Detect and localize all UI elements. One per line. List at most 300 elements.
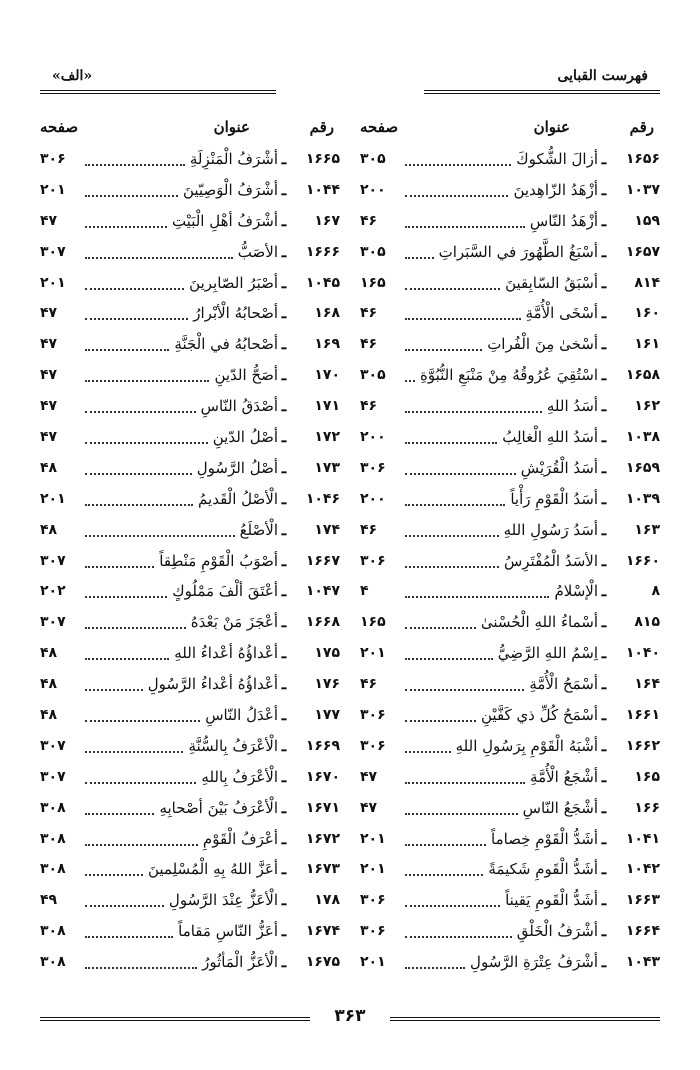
- entry-dash: ـ: [281, 489, 287, 508]
- entry-dash: ـ: [601, 397, 607, 416]
- entry-number: ۱۷۶: [314, 676, 340, 693]
- entry-dash: ـ: [281, 706, 287, 725]
- leader-dots: [85, 626, 186, 629]
- entry-number: ۱۰۴۵: [305, 274, 340, 291]
- entry-title: الْأعْرَفُ بِاللهِ: [201, 767, 278, 786]
- leader-dots: [85, 472, 192, 475]
- entry-number: ۱۶۵: [634, 768, 660, 785]
- index-entry: [40, 144, 340, 175]
- index-entry: [40, 360, 340, 391]
- entry-dash: ـ: [601, 767, 607, 786]
- entry-number: ۱۷۰: [314, 367, 340, 384]
- entry-number: ۱۶۶۲: [625, 737, 660, 754]
- leader-dots: [405, 935, 512, 938]
- index-entry: [360, 484, 660, 515]
- entry-dash: ـ: [281, 428, 287, 447]
- entry-page: ۲۰۱: [360, 954, 386, 971]
- entry-title: أشْرَفُ عِتْرَةِ الرَّسُولِ: [470, 953, 598, 972]
- entry-dash: ـ: [281, 891, 287, 910]
- leader-dots: [85, 410, 196, 413]
- leader-dots: [85, 935, 173, 938]
- index-entry: [40, 607, 340, 638]
- index-entry: [40, 422, 340, 453]
- entry-title: أعْداؤُهُ أعْداءُ الرَّسُولِ: [147, 675, 278, 694]
- page-number: ۳۶۳: [334, 1006, 366, 1026]
- entry-title: أصْبَرُ الصّابِرينَ: [189, 273, 278, 292]
- entry-title: أزالَ الشُّكوكَ: [516, 150, 598, 168]
- column-header-page: صفحه: [40, 118, 79, 136]
- entry-dash: ـ: [601, 242, 607, 261]
- entry-dash: ـ: [281, 798, 287, 817]
- leader-dots: [405, 534, 499, 537]
- entry-page: ۴۹: [40, 892, 58, 909]
- leader-dots: [405, 626, 476, 629]
- entry-page: ۴۷: [40, 336, 58, 353]
- index-entry: [360, 175, 660, 206]
- leader-dots: [405, 194, 508, 197]
- index-entry: [360, 669, 660, 700]
- entry-page: ۴۷: [360, 768, 378, 785]
- leader-dots: [405, 565, 499, 568]
- entry-title: أسْخىٰ مِنَ الْفُراتِ: [487, 335, 598, 354]
- entry-dash: ـ: [281, 458, 287, 477]
- index-entry: [40, 206, 340, 237]
- entry-dash: ـ: [601, 304, 607, 323]
- entry-page: ۲۰۰: [360, 490, 386, 507]
- entry-number: ۱۷۳: [314, 459, 340, 476]
- entry-number: ۱۷۸: [314, 892, 340, 909]
- leader-dots: [85, 348, 169, 351]
- entry-title: أشَدُّ الْقَوْمِ خِصاماً: [491, 829, 598, 848]
- entry-number: ۱۰۴۷: [305, 583, 340, 600]
- entry-number: ۱۰۴۴: [305, 181, 340, 198]
- entry-number: ۱۶۵۹: [625, 459, 660, 476]
- leader-dots: [85, 503, 193, 506]
- entry-dash: ـ: [601, 736, 607, 755]
- index-entry: [40, 731, 340, 762]
- index-entry: [40, 484, 340, 515]
- entry-title: أصْوَبُ الْقَوْمِ مَنْطِقاً: [159, 551, 278, 570]
- leader-dots: [85, 812, 154, 815]
- column-header-number: رقم: [629, 118, 654, 136]
- entry-page: ۳۰۷: [40, 552, 66, 569]
- entry-number: ۱۰۴۶: [305, 490, 340, 507]
- leader-dots: [85, 256, 233, 259]
- entry-title: أسْبَقُ السّابِقينَ: [505, 273, 598, 292]
- index-entry: [40, 268, 340, 299]
- entry-number: ۱۷۱: [314, 398, 340, 415]
- entry-dash: ـ: [601, 798, 607, 817]
- leader-dots: [405, 750, 451, 753]
- entry-dash: ـ: [601, 458, 607, 477]
- index-entry: [40, 854, 340, 885]
- entry-title: الْأصْلُ الْقَديمُ: [198, 489, 278, 508]
- entry-page: ۱۶۵: [360, 614, 386, 631]
- index-entry: [40, 329, 340, 360]
- entry-page: ۲۰۱: [360, 861, 386, 878]
- leader-dots: [405, 410, 542, 413]
- entry-title: أشْبَهُ الْقَوْمِ بِرَسُولِ اللهِ: [455, 736, 598, 755]
- entry-dash: ـ: [601, 675, 607, 694]
- leader-dots: [85, 379, 209, 382]
- index-entry: [360, 515, 660, 546]
- entry-number: ۱۶۵۷: [625, 243, 660, 260]
- entry-page: ۴۸: [40, 707, 58, 724]
- entry-title: أصْلُ الدّينِ: [212, 428, 278, 447]
- index-entry: [360, 360, 660, 391]
- index-entry: [360, 206, 660, 237]
- entry-title: الْأعْرَفُ بِالسُّنَّةِ: [188, 736, 278, 755]
- entry-page: ۴۷: [40, 367, 58, 384]
- index-entry: [40, 453, 340, 484]
- entry-dash: ـ: [601, 613, 607, 632]
- entry-number: ۱۷۲: [314, 429, 340, 446]
- header-rule-left: [40, 90, 276, 94]
- entry-page: ۴۷: [360, 799, 378, 816]
- entry-number: ۱۶۶: [634, 799, 660, 816]
- leader-dots: [405, 379, 415, 382]
- entry-number: ۱۶۷۵: [305, 954, 340, 971]
- entry-title: أعْتَقَ ألْفَ مَمْلُوكٍ: [172, 582, 278, 601]
- leader-dots: [85, 163, 185, 166]
- entry-number: ۱۶۰: [634, 305, 660, 322]
- entry-title: أصَحُّ الدّينِ: [214, 366, 278, 385]
- entry-number: ۱۰۴۰: [625, 645, 660, 662]
- entry-number: ۱۶۷۳: [305, 861, 340, 878]
- entry-dash: ـ: [601, 829, 607, 848]
- entry-page: ۲۰۱: [360, 830, 386, 847]
- entry-number: ۱۰۳۹: [625, 490, 660, 507]
- entry-number: ۱۶۴: [634, 676, 660, 693]
- entry-number: ۱۶۵۸: [625, 367, 660, 384]
- leader-dots: [405, 781, 525, 784]
- index-entry: [360, 298, 660, 329]
- entry-title: أشْرَفُ الْخَلْقِ: [516, 922, 598, 941]
- leader-dots: [85, 225, 167, 228]
- entry-dash: ـ: [281, 767, 287, 786]
- entry-page: ۴۶: [360, 521, 378, 538]
- entry-title: أعَزُّ النّاسِ مَقاماً: [178, 922, 278, 941]
- entry-title: الْإسْلامُ: [554, 582, 598, 601]
- leader-dots: [405, 812, 518, 815]
- entry-number: ۱۶۷۴: [305, 923, 340, 940]
- index-entry: [40, 546, 340, 577]
- entry-page: ۳۰۸: [40, 923, 66, 940]
- leader-dots: [85, 781, 196, 784]
- footer-rule-right: [390, 1017, 660, 1021]
- entry-number: ۱۶۶۹: [305, 737, 340, 754]
- entry-page: ۳۰۸: [40, 954, 66, 971]
- index-entry: [40, 700, 340, 731]
- entry-number: ۸۱۵: [634, 614, 660, 631]
- index-entry: [360, 885, 660, 916]
- entry-page: ۳۰۶: [360, 459, 386, 476]
- entry-title: أزْهَدُ النّاسِ: [529, 211, 598, 230]
- entry-number: ۱۰۴۲: [625, 861, 660, 878]
- entry-dash: ـ: [601, 428, 607, 447]
- index-entry: [360, 607, 660, 638]
- entry-title: أسْمَحُ كُلِّ ذي كَفَّيْنِ: [481, 706, 598, 725]
- leader-dots: [405, 256, 434, 259]
- entry-page: ۲۰۲: [40, 583, 66, 600]
- entry-page: ۳۰۶: [360, 892, 386, 909]
- entry-title: أسَدُ رَسُولِ اللهِ: [503, 520, 598, 539]
- entry-number: ۱۷۷: [314, 707, 340, 724]
- entry-dash: ـ: [601, 489, 607, 508]
- entry-dash: ـ: [601, 180, 607, 199]
- entry-page: ۳۰۶: [360, 707, 386, 724]
- entry-title: الْأعَزُّ عِنْدَ الرَّسُولِ: [168, 891, 278, 910]
- index-list-left: [40, 144, 340, 978]
- leader-dots: [85, 719, 200, 722]
- entry-number: ۸۱۴: [634, 274, 660, 291]
- entry-title: أسْخَى الْأُمَّةِ: [525, 304, 598, 323]
- index-entry: [360, 731, 660, 762]
- entry-title: أسْماءُ اللهِ الْحُسْنىٰ: [480, 613, 598, 632]
- entry-dash: ـ: [281, 397, 287, 416]
- entry-dash: ـ: [601, 335, 607, 354]
- entry-dash: ـ: [601, 520, 607, 539]
- entry-number: ۱۶۶۳: [625, 892, 660, 909]
- index-entry: [360, 329, 660, 360]
- entry-page: ۳۰۸: [40, 830, 66, 847]
- running-header-title: فهرست القبايی: [557, 68, 648, 84]
- leader-dots: [405, 904, 500, 907]
- entry-dash: ـ: [281, 180, 287, 199]
- entry-title: اِسْمُ اللهِ الرَّضِيُّ: [497, 644, 598, 663]
- entry-number: ۱۷۴: [314, 521, 340, 538]
- entry-dash: ـ: [601, 582, 607, 601]
- entry-title: أصْحابُهُ الْأبْرارُ: [193, 304, 278, 323]
- entry-dash: ـ: [601, 273, 607, 292]
- entry-page: ۴۶: [360, 336, 378, 353]
- column-header-title: عنوان: [213, 118, 250, 136]
- index-column-right: [360, 118, 660, 978]
- entry-page: ۳۰۵: [360, 151, 386, 167]
- index-entry: [360, 762, 660, 793]
- entry-number: ۱۶۷۱: [305, 799, 340, 816]
- leader-dots: [405, 503, 505, 506]
- entry-title: أزْهَدُ الزّاهِدينَ: [513, 180, 598, 199]
- entry-title: الأسَدُ الْمُفْتَرِسُ: [503, 551, 598, 570]
- leader-dots: [85, 595, 167, 598]
- entry-title: أعْدَلُ النّاسِ: [205, 706, 278, 725]
- entry-page: ۳۰۶: [360, 923, 386, 940]
- entry-title: أسَدُ اللهِ الْغالِبُ: [502, 428, 598, 447]
- entry-title: أعْجَزَ مَنْ بَعْدَهُ: [190, 613, 278, 632]
- entry-page: ۳۰۶: [360, 552, 386, 569]
- entry-dash: ـ: [281, 273, 287, 292]
- entry-number: ۱۶۵۶: [625, 151, 660, 167]
- index-entry: [40, 175, 340, 206]
- entry-title: الْأعَزُّ الْمَأثُورُ: [202, 953, 278, 972]
- index-entry: [360, 237, 660, 268]
- entry-page: ۱۶۵: [360, 274, 386, 291]
- leader-dots: [405, 719, 476, 722]
- entry-title: أشَدُّ الْقَومِ يَقيناً: [505, 891, 598, 910]
- entry-dash: ـ: [601, 150, 607, 168]
- leader-dots: [85, 565, 154, 568]
- entry-dash: ـ: [601, 706, 607, 725]
- leader-dots: [405, 595, 549, 598]
- entry-title: أصْحابُهُ في الْجَنَّةِ: [174, 335, 278, 354]
- entry-dash: ـ: [601, 953, 607, 972]
- leader-dots: [405, 441, 497, 444]
- entry-title: أشْرَفُ أهْلِ الْبَيْتِ: [171, 211, 278, 230]
- index-entry: [360, 824, 660, 855]
- entry-number: ۱۶۹: [314, 336, 340, 353]
- entry-page: ۴۷: [40, 305, 58, 322]
- leader-dots: [405, 225, 525, 228]
- leader-dots: [405, 287, 500, 290]
- entry-title: أعْداؤُهُ أعْداءُ اللهِ: [174, 644, 278, 663]
- entry-title: أسَدُ الْقُرَيْشِ: [520, 458, 598, 477]
- entry-page: ۳۰۸: [40, 799, 66, 816]
- entry-number: ۱۶۷: [314, 212, 340, 229]
- index-entry: [40, 669, 340, 700]
- leader-dots: [405, 966, 465, 969]
- entry-dash: ـ: [601, 891, 607, 910]
- entry-dash: ـ: [281, 242, 287, 261]
- leader-dots: [405, 472, 516, 475]
- leader-dots: [85, 317, 188, 320]
- entry-number: ۱۰۳۸: [625, 429, 660, 446]
- entry-number: ۱۰۳۷: [625, 181, 660, 198]
- entry-dash: ـ: [281, 551, 287, 570]
- leader-dots: [85, 657, 169, 660]
- leader-dots: [405, 688, 524, 691]
- index-entry: [40, 824, 340, 855]
- entry-page: ۳۰۶: [40, 151, 66, 167]
- entry-title: أسَدُ اللهِ: [546, 397, 598, 416]
- entry-page: ۴: [360, 583, 369, 600]
- entry-dash: ـ: [281, 582, 287, 601]
- entry-number: ۱۶۱: [634, 336, 660, 353]
- entry-number: ۱۵۹: [634, 212, 660, 229]
- entry-dash: ـ: [281, 675, 287, 694]
- entry-title: أشْجَعُ الْأُمَّةِ: [530, 767, 598, 786]
- leader-dots: [405, 873, 483, 876]
- entry-number: ۱۶۳: [634, 521, 660, 538]
- entry-dash: ـ: [281, 922, 287, 941]
- entry-title: أسْبَغُ الطَّهُورَ في السَّبَراتِ: [438, 242, 598, 261]
- entry-number: ۸: [651, 583, 660, 600]
- index-entry: [360, 916, 660, 947]
- entry-number: ۱۶۶۷: [305, 552, 340, 569]
- leader-dots: [85, 873, 143, 876]
- entry-page: ۳۰۷: [40, 243, 66, 260]
- entry-dash: ـ: [281, 736, 287, 755]
- entry-number: ۱۶۶۶: [305, 243, 340, 260]
- entry-dash: ـ: [601, 211, 607, 230]
- entry-page: ۴۸: [40, 676, 58, 693]
- index-list-right: [360, 144, 660, 978]
- entry-title: أشْرَفُ الْمَنْزِلَةِ: [189, 150, 278, 168]
- entry-number: ۱۶۶۵: [305, 151, 340, 167]
- index-entry: [360, 546, 660, 577]
- entry-number: ۱۶۶۱: [625, 707, 660, 724]
- entry-page: ۳۰۵: [360, 367, 386, 384]
- entry-title: الْأعْرَفُ بَيْنَ أصْحابِهِ: [159, 798, 278, 817]
- entry-title: الْأصْلَعُ: [239, 520, 278, 539]
- entry-dash: ـ: [601, 644, 607, 663]
- leader-dots: [85, 534, 235, 537]
- index-entry: [40, 762, 340, 793]
- entry-number: ۱۶۶۴: [625, 923, 660, 940]
- entry-dash: ـ: [281, 150, 287, 168]
- entry-page: ۴۸: [40, 521, 58, 538]
- entry-number: ۱۶۲: [634, 398, 660, 415]
- entry-page: ۴۷: [40, 398, 58, 415]
- index-entry: [40, 885, 340, 916]
- footer-rule-left: [40, 1017, 310, 1021]
- entry-page: ۳۰۷: [40, 614, 66, 631]
- index-entry: [360, 700, 660, 731]
- index-entry: [40, 947, 340, 978]
- leader-dots: [85, 966, 197, 969]
- entry-page: ۴۷: [40, 429, 58, 446]
- index-entry: [360, 422, 660, 453]
- running-header-section: «الف»: [52, 68, 93, 84]
- entry-dash: ـ: [281, 335, 287, 354]
- entry-page: ۳۰۷: [40, 768, 66, 785]
- leader-dots: [405, 163, 511, 166]
- entry-title: أشْجَعُ النّاسِ: [522, 798, 598, 817]
- entry-page: ۴۸: [40, 459, 58, 476]
- entry-page: ۲۰۱: [40, 274, 66, 291]
- index-entry: [40, 237, 340, 268]
- entry-title: اسْتُقِيَ عُرُوقُهُ مِنْ مَنْبَعِ النُّبُوَّةِ: [419, 366, 598, 385]
- entry-page: ۲۰۱: [40, 490, 66, 507]
- entry-page: ۲۰۱: [360, 645, 386, 662]
- header-rule-right: [424, 90, 660, 94]
- entry-page: ۴۶: [360, 212, 378, 229]
- entry-title: أصْدَقُ النّاسِ: [200, 397, 278, 416]
- entry-number: ۱۶۶۰: [625, 552, 660, 569]
- entry-title: أشْرَفُ الْوَصِيّينَ: [182, 180, 278, 199]
- index-entry: [40, 638, 340, 669]
- leader-dots: [85, 843, 198, 846]
- entry-page: ۳۰۵: [360, 243, 386, 260]
- entry-number: ۱۰۴۱: [625, 830, 660, 847]
- entry-dash: ـ: [281, 860, 287, 879]
- entry-page: ۴۷: [40, 212, 58, 229]
- entry-page: ۳۰۸: [40, 861, 66, 878]
- entry-page: ۴۶: [360, 398, 378, 415]
- leader-dots: [405, 317, 521, 320]
- entry-dash: ـ: [281, 613, 287, 632]
- entry-dash: ـ: [281, 520, 287, 539]
- entry-dash: ـ: [281, 366, 287, 385]
- leader-dots: [85, 287, 184, 290]
- index-entry: [360, 391, 660, 422]
- index-entry: [360, 453, 660, 484]
- leader-dots: [85, 904, 164, 907]
- entry-page: ۲۰۱: [40, 181, 66, 198]
- entry-dash: ـ: [601, 551, 607, 570]
- entry-number: ۱۰۴۳: [625, 954, 660, 971]
- leader-dots: [405, 348, 482, 351]
- entry-title: أسْمَحُ الْأُمَّةِ: [529, 675, 598, 694]
- entry-dash: ـ: [601, 922, 607, 941]
- entry-number: ۱۶۸: [314, 305, 340, 322]
- entry-dash: ـ: [281, 211, 287, 230]
- entry-page: ۴۶: [360, 676, 378, 693]
- entry-page: ۲۰۰: [360, 429, 386, 446]
- entry-title: أشَدُّ الْقَومِ شَكيمَةً: [488, 860, 598, 879]
- entry-page: ۴۶: [360, 305, 378, 322]
- entry-dash: ـ: [601, 860, 607, 879]
